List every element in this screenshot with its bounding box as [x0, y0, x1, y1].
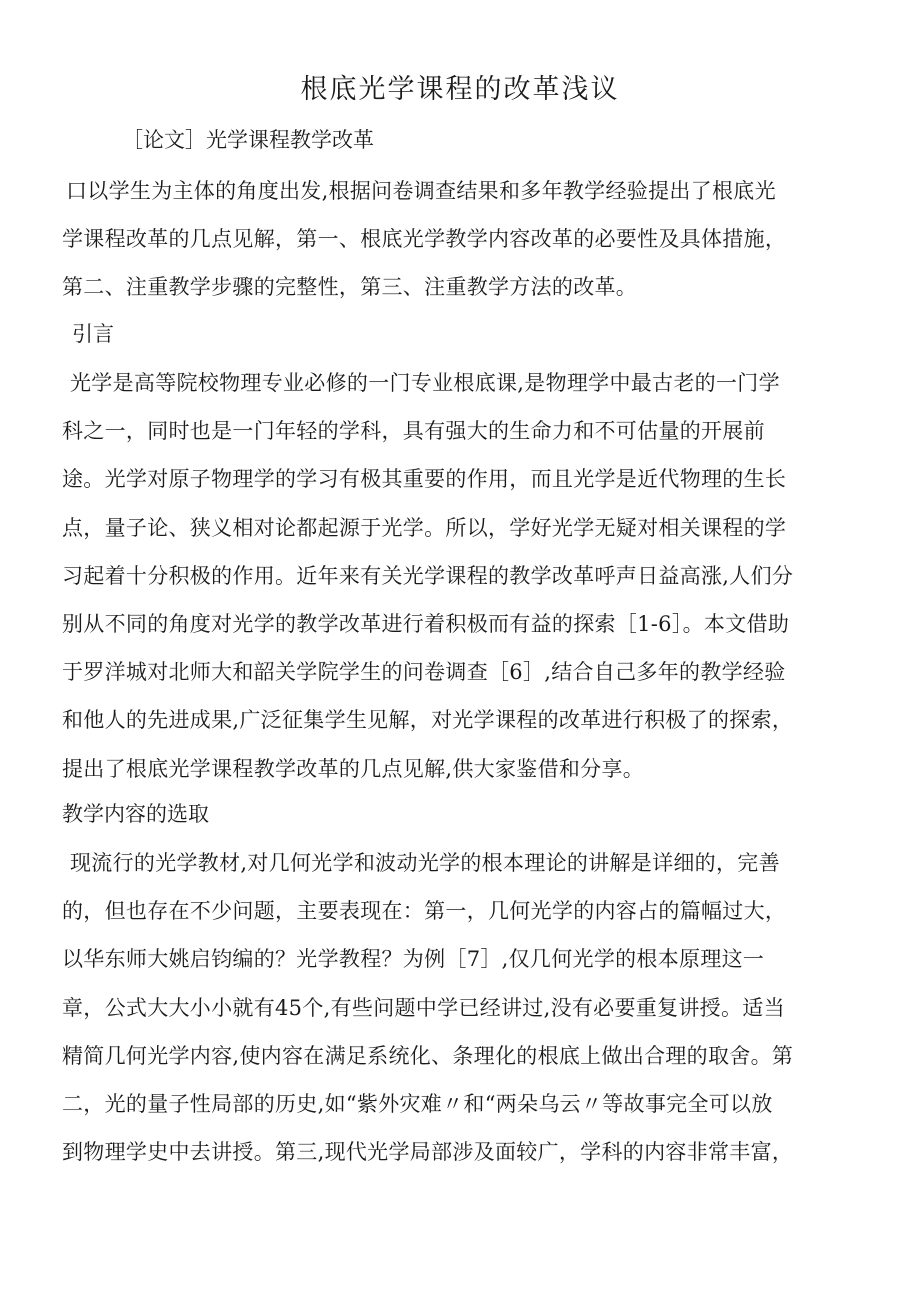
intro-line: 和他人的先进成果,广泛征集学生见解，对光学课程的改革进行积极了的探索， [62, 708, 794, 733]
intro-heading: 引言 [72, 322, 114, 346]
keywords-line: ［论文］光学课程教学改革 [122, 128, 374, 152]
section1-line: 章，公式大大小小就有45个,有些问题中学已经讲过,没有必要重复讲授。适当 [62, 995, 785, 1020]
section1-line: 以华东师大姚启钧编的？光学教程？为例［7］,仅几何光学的根本原理这一 [62, 947, 765, 972]
intro-line: 点，量子论、狭义相对论都起源于光学。所以，学好光学无疑对相关课程的学 [62, 515, 787, 540]
intro-line: 提出了根底光学课程教学改革的几点见解,供大家鉴借和分享。 [62, 756, 645, 781]
intro-paragraph [62, 359, 862, 793]
section1-line: 二，光的量子性局部的历史,如“紫外灾难〃和“两朵乌云〃等故事完全可以放 [62, 1092, 773, 1117]
document-title: 根底光学课程的改革浅议 [300, 74, 620, 105]
section1-line: 现流行的光学教材,对几何光学和波动光学的根本理论的讲解是详细的，完善 [70, 851, 780, 875]
section1-line: 的，但也存在不少问题，主要表现在：第一，几何光学的内容占的篇幅过大， [62, 899, 787, 924]
section1-line: 精简几何光学内容,使内容在满足系统化、条理化的根底上做出合理的取舍。第 [62, 1043, 794, 1068]
section1-paragraph [62, 839, 862, 1176]
intro-line: 于罗洋城对北师大和韶关学院学生的问卷调查［6］,结合自己多年的教学经验 [62, 660, 786, 685]
section1-line: 到物理学史中去讲授。第三,现代光学局部涉及面较广，学科的内容非常丰富， [62, 1140, 794, 1165]
abstract-line: 学课程改革的几点见解，第一、根底光学教学内容改革的必要性及具体措施， [62, 227, 787, 252]
abstract-paragraph [62, 167, 862, 312]
intro-line: 科之一，同时也是一门年轻的学科，具有强大的生命力和不可估量的开展前 [62, 419, 765, 444]
abstract-line: 第二、注重教学步骤的完整性，第三、注重教学方法的改革。 [62, 275, 638, 300]
intro-line: 别从不同的角度对光学的教学改革进行着积极而有益的探索［1-6］。本文借助 [62, 612, 790, 637]
section-heading-content-selection: 教学内容的选取 [62, 802, 209, 826]
intro-line: 习起着十分积极的作用。近年来有关光学课程的教学改革呼声日益高涨,人们分 [62, 563, 794, 588]
abstract-line: 口以学生为主体的角度出发,根据问卷调查结果和多年教学经验提出了根底光 [66, 179, 776, 203]
intro-line: 光学是高等院校物理专业必修的一门专业根底课,是物理学中最古老的一门学 [70, 371, 780, 395]
intro-line: 途。光学对原子物理学的学习有极其重要的作用，而且光学是近代物理的生长 [62, 467, 787, 492]
